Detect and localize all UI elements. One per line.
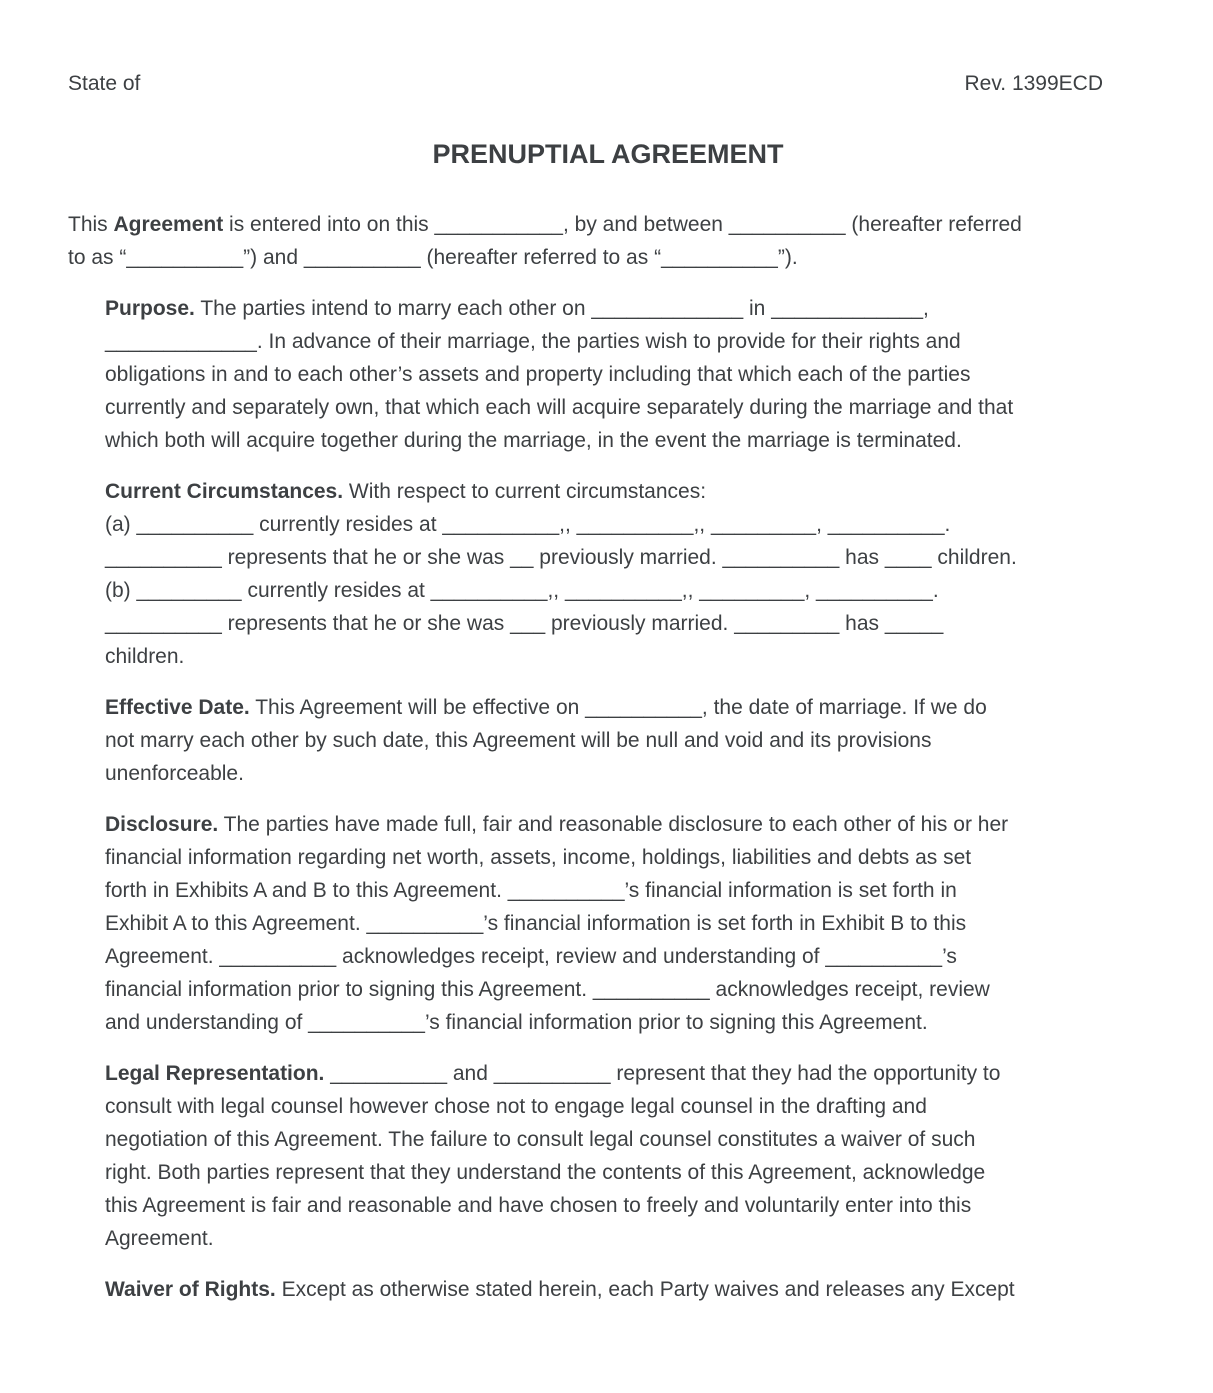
text-line: financial information regarding net worth, assets, income, holdings, liabilities and debts as set bbox=[105, 846, 972, 869]
text-line: obligations in and to each other’s assets and property including that which each of the parties bbox=[105, 363, 971, 386]
text-line: not marry each other by such date, this Agreement will be null and void and its provisions bbox=[105, 729, 932, 752]
section-heading-purpose: Purpose. bbox=[105, 297, 195, 320]
document-header bbox=[68, 72, 1148, 96]
text-line bbox=[105, 292, 1148, 325]
text-line: forth in Exhibits A and B to this Agreement. __________’s financial information is set forth in bbox=[105, 879, 957, 902]
text-line bbox=[105, 475, 1148, 508]
intro-first-line-rest: is entered into on this ___________, by and between __________ (hereafter referred bbox=[223, 213, 1022, 236]
section-legal-representation bbox=[68, 1057, 1148, 1255]
text-line: and understanding of __________’s financial information prior to signing this Agreement. bbox=[105, 1011, 928, 1034]
section-text: This Agreement will be effective on __________, the date of marriage. If we do bbox=[249, 696, 987, 719]
section-purpose bbox=[68, 292, 1148, 457]
section-text: __________ and __________ represent that they had the opportunity to bbox=[324, 1062, 1001, 1085]
text-line bbox=[105, 691, 1148, 724]
section-text: Except as otherwise stated herein, each Party waives and releases any Except bbox=[275, 1278, 1015, 1301]
section-text: The parties intend to marry each other on _____________ in _____________, bbox=[194, 297, 929, 320]
text-line: (b) _________ currently resides at __________,, __________,, _________, __________. bbox=[105, 579, 939, 602]
intro-bold-term: Agreement bbox=[113, 213, 224, 236]
section-text: The parties have made full, fair and reasonable disclosure to each other of his or her bbox=[218, 813, 1009, 836]
text-line: __________ represents that he or she was ___ previously married. _________ has _____ bbox=[105, 612, 944, 635]
text-line: consult with legal counsel however chose not to engage legal counsel in the drafting and bbox=[105, 1095, 927, 1118]
text-line bbox=[105, 1057, 1148, 1090]
section-text: With respect to current circumstances: bbox=[343, 480, 707, 503]
text-line: Agreement. __________ acknowledges receipt, review and understanding of __________’s bbox=[105, 945, 957, 968]
text-line: __________ represents that he or she was __ previously married. __________ has ____ children. bbox=[105, 546, 1017, 569]
text-line: children. bbox=[105, 645, 185, 668]
text-line: to as “__________”) and __________ (hereafter referred to as “__________”). bbox=[68, 246, 798, 269]
text-line: right. Both parties represent that they understand the contents of this Agreement, acknowledge bbox=[105, 1161, 986, 1184]
section-heading-waiver-of-rights: Waiver of Rights. bbox=[105, 1278, 276, 1301]
intro-prefix: This bbox=[68, 213, 114, 236]
text-line: negotiation of this Agreement. The failure to consult legal counsel constitutes a waiver of such bbox=[105, 1128, 976, 1151]
text-line: financial information prior to signing this Agreement. __________ acknowledges receipt, review bbox=[105, 978, 990, 1001]
text-line bbox=[105, 808, 1148, 841]
section-heading-legal-representation: Legal Representation. bbox=[105, 1062, 325, 1085]
revision-label: Rev. 1399ECD bbox=[964, 72, 1103, 95]
section-current-circumstances bbox=[68, 475, 1148, 673]
text-line: currently and separately own, that which each will acquire separately during the marriage and that bbox=[105, 396, 1014, 419]
section-heading-disclosure: Disclosure. bbox=[105, 813, 219, 836]
text-line bbox=[68, 208, 1148, 241]
section-disclosure bbox=[68, 808, 1148, 1039]
text-line bbox=[105, 1273, 1148, 1306]
text-line: which both will acquire together during the marriage, in the event the marriage is terminated. bbox=[105, 429, 962, 452]
section-effective-date bbox=[68, 691, 1148, 790]
state-of-label: State of bbox=[68, 72, 141, 95]
document-title: PRENUPTIAL AGREEMENT bbox=[432, 139, 784, 169]
text-line: _____________. In advance of their marriage, the parties wish to provide for their rights and bbox=[105, 330, 961, 353]
section-waiver-of-rights bbox=[68, 1273, 1148, 1306]
text-line: Agreement. bbox=[105, 1227, 214, 1250]
intro-paragraph bbox=[68, 208, 1148, 274]
section-heading-effective-date: Effective Date. bbox=[105, 696, 250, 719]
text-line: unenforceable. bbox=[105, 762, 244, 785]
text-line: this Agreement is fair and reasonable and have chosen to freely and voluntarily enter into this bbox=[105, 1194, 972, 1217]
section-heading-current-circumstances: Current Circumstances. bbox=[105, 480, 344, 503]
text-line: Exhibit A to this Agreement. __________’s financial information is set forth in Exhibit B to this bbox=[105, 912, 967, 935]
text-line: (a) __________ currently resides at __________,, __________,, _________, __________. bbox=[105, 513, 951, 536]
